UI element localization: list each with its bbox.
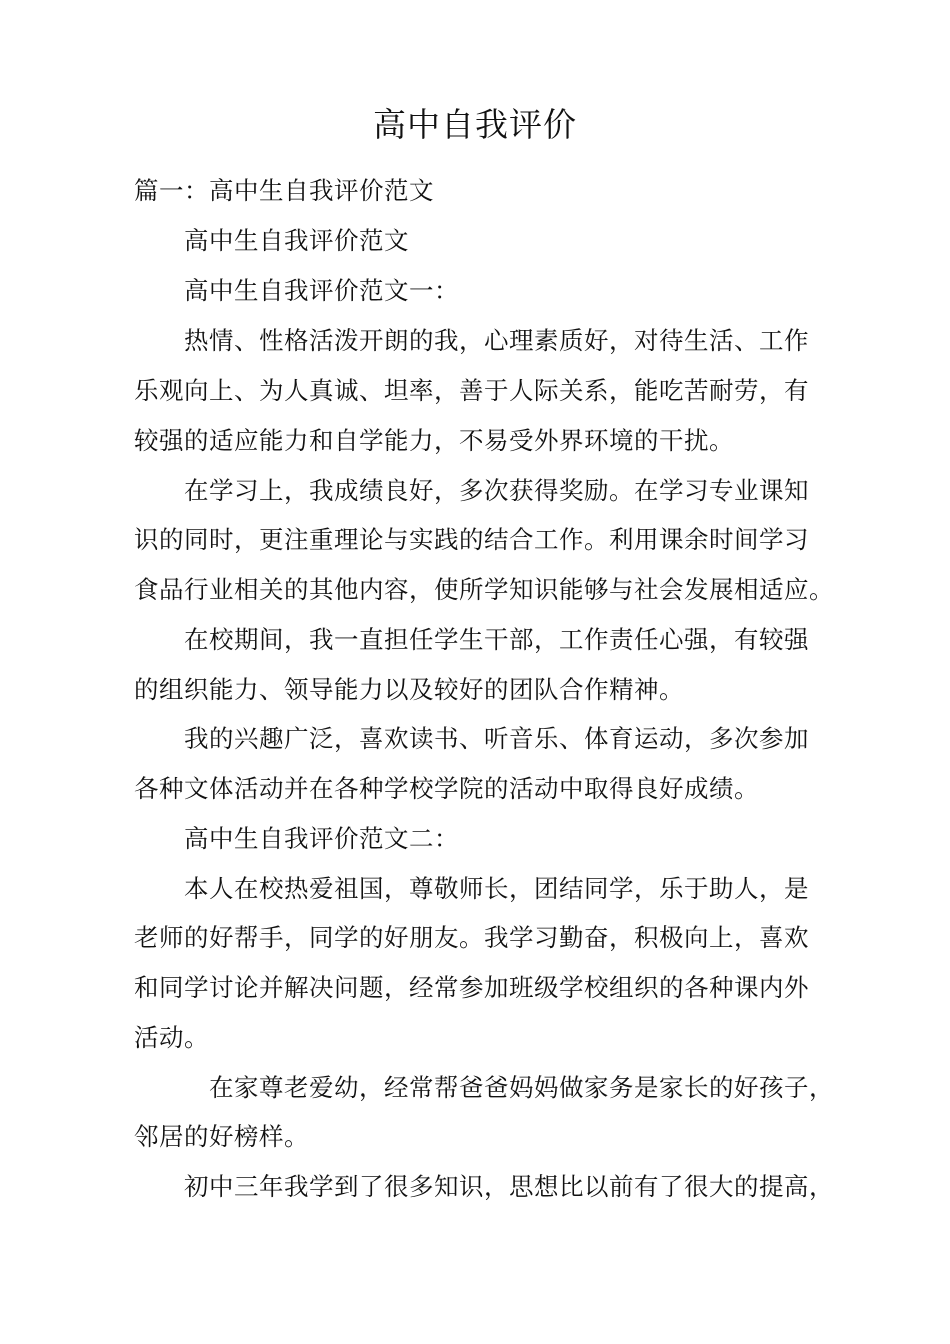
text-line: 和同学讨论并解决问题，经常参加班级学校组织的各种课内外 [134, 973, 809, 1002]
text-line: 本人在校热爱祖国，尊敬师长，团结同学，乐于助人，是 [184, 874, 809, 903]
text-line: 在家尊老爱幼，经常帮爸爸妈妈做家务是家长的好孩子， [209, 1073, 834, 1102]
text-line: 我的兴趣广泛，喜欢读书、听音乐、体育运动，多次参加 [184, 724, 809, 753]
text-line: 老师的好帮手，同学的好朋友。我学习勤奋，积极向上，喜欢 [134, 923, 809, 952]
text-line: 初中三年我学到了很多知识，思想比以前有了很大的提高， [184, 1172, 834, 1201]
text-line: 高中生自我评价范文二： [184, 824, 459, 853]
text-line: 邻居的好榜样。 [134, 1122, 309, 1151]
text-line: 乐观向上、为人真诚、坦率，善于人际关系，能吃苦耐劳，有 [134, 376, 809, 405]
text-line: 较强的适应能力和自学能力，不易受外界环境的干扰。 [134, 426, 734, 455]
document-title: 高中自我评价 [373, 105, 577, 144]
text-line-section-heading: 篇一：高中生自我评价范文 [134, 176, 434, 205]
text-line: 食品行业相关的其他内容，使所学知识能够与社会发展相适应。 [134, 575, 834, 604]
text-line: 各种文体活动并在各种学校学院的活动中取得良好成绩。 [134, 774, 759, 803]
text-line: 活动。 [134, 1023, 209, 1052]
text-line: 热情、性格活泼开朗的我，心理素质好，对待生活、工作 [184, 326, 809, 355]
text-line: 在校期间，我一直担任学生干部，工作责任心强，有较强 [184, 625, 809, 654]
text-line: 高中生自我评价范文一： [184, 276, 459, 305]
text-line: 在学习上，我成绩良好，多次获得奖励。在学习专业课知 [184, 476, 809, 505]
text-line: 识的同时，更注重理论与实践的结合工作。利用课余时间学习 [134, 525, 809, 554]
text-line: 的组织能力、领导能力以及较好的团队合作精神。 [134, 675, 684, 704]
text-line: 高中生自我评价范文 [184, 226, 409, 255]
